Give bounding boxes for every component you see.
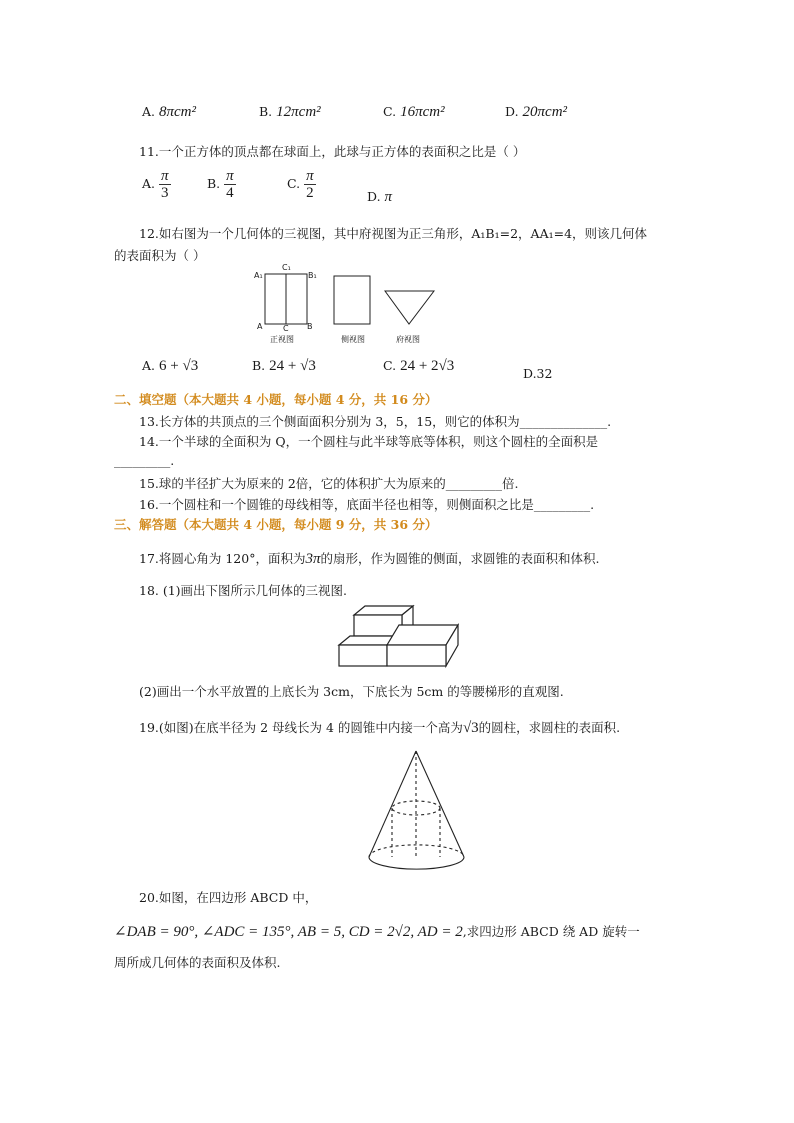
question-18-part1: 18. (1)画出下图所示几何体的三视图. xyxy=(139,583,348,598)
label-front-view: 正视图 xyxy=(270,335,294,344)
option-label: B. xyxy=(207,176,221,191)
option-value: 16πcm² xyxy=(400,104,445,120)
option-value: 24 + √3 xyxy=(269,358,316,374)
cone-right-edge xyxy=(416,751,464,857)
cone-left-edge xyxy=(369,751,416,857)
option-value: π xyxy=(384,189,393,205)
question-19-text: 19.(如图)在底半径为 2 母线长为 4 的圆锥中内接一个高为 xyxy=(139,720,463,735)
option-label: C. xyxy=(383,104,397,119)
label-b: B xyxy=(307,322,313,331)
question-14-line1: 14.一个半球的全面积为 Q，一个圆柱与此半球等底等体积，则这个圆柱的全面积是 xyxy=(139,434,599,449)
question-18-part2: (2)画出一个水平放置的上底长为 3cm，下底长为 5cm 的等腰梯形的直观图. xyxy=(139,684,564,699)
question-20-text: ,求四边形 ABCD 绕 AD 旋转一 xyxy=(462,924,640,939)
question-12-line1: 12.如右图为一个几何体的三视图，其中府视图为正三角形，A₁B₁=2，AA₁=4，则该几何体 xyxy=(139,226,648,241)
numerator: π xyxy=(226,168,234,184)
question-17-text: 17.将圆心角为 120°，面积为 xyxy=(139,551,306,566)
question-20-line3: 周所成几何体的表面积及体积. xyxy=(114,955,281,970)
label-b1: B₁ xyxy=(308,271,317,280)
question-11: 11.一个正方体的顶点都在球面上，此球与正方体的表面积之比是（ ） xyxy=(139,144,526,159)
denominator: 2 xyxy=(306,185,314,201)
question-20-line1: 20.如图，在四边形 ABCD 中， xyxy=(139,890,318,905)
option-label: A. xyxy=(142,176,156,191)
label-c: C xyxy=(283,324,289,333)
option-label: D. xyxy=(505,104,519,119)
question-13: 13.长方体的共顶点的三个侧面面积分别为 3，5，15，则它的体积为______________. xyxy=(139,414,612,429)
q12-option-d: D.32 xyxy=(523,366,553,381)
option-value: 8πcm² xyxy=(159,104,197,120)
question-14-line2: _________. xyxy=(114,453,175,468)
option-value: 24 + 2√3 xyxy=(400,358,455,374)
label-a: A xyxy=(257,322,263,331)
numerator: π xyxy=(161,168,169,184)
denominator: 3 xyxy=(161,185,169,201)
section-3-title: 三、解答题（本大题共 4 小题，每小题 9 分，共 36 分） xyxy=(114,517,438,532)
option-value: 12πcm² xyxy=(276,104,321,120)
math-sqrt3: √3 xyxy=(462,720,479,736)
math-3pi: 3π xyxy=(305,551,321,567)
question-15: 15.球的半径扩大为原来的 2倍，它的体积扩大为原来的_________倍. xyxy=(139,476,519,491)
question-19-text-end: 的圆柱，求圆柱的表面积. xyxy=(478,720,621,735)
label-c1: C₁ xyxy=(282,263,291,272)
label-side-view: 侧视图 xyxy=(341,335,365,344)
option-label: A. xyxy=(142,104,156,119)
question-20-line2 xyxy=(114,922,640,941)
question-12-line2: 的表面积为（ ） xyxy=(114,248,206,263)
denominator: 4 xyxy=(226,185,234,201)
option-label: C. xyxy=(287,176,301,191)
label-top-view: 府视图 xyxy=(396,335,420,344)
q20-math-conditions: ∠DAB = 90°, ∠ADC = 135°, AB = 5, CD = 2√2, AD = 2 xyxy=(114,924,463,940)
option-label: C. xyxy=(383,358,397,373)
option-label: B. xyxy=(259,104,273,119)
option-label: A. xyxy=(142,358,156,373)
label-a1: A₁ xyxy=(254,271,263,280)
question-16: 16.一个圆柱和一个圆锥的母线相等，底面半径也相等，则侧面积之比是_________. xyxy=(139,497,595,512)
option-value: 6 + √3 xyxy=(159,358,199,374)
option-label: D. xyxy=(367,189,381,204)
option-value: 20πcm² xyxy=(522,104,568,120)
section-2-title: 二、填空题（本大题共 4 小题，每小题 4 分，共 16 分） xyxy=(114,392,438,407)
question-17-text-end: 的扇形，作为圆锥的侧面，求圆锥的表面积和体积. xyxy=(320,551,600,566)
numerator: π xyxy=(306,168,314,184)
cone-base-front xyxy=(369,857,464,869)
option-label: B. xyxy=(252,358,266,373)
